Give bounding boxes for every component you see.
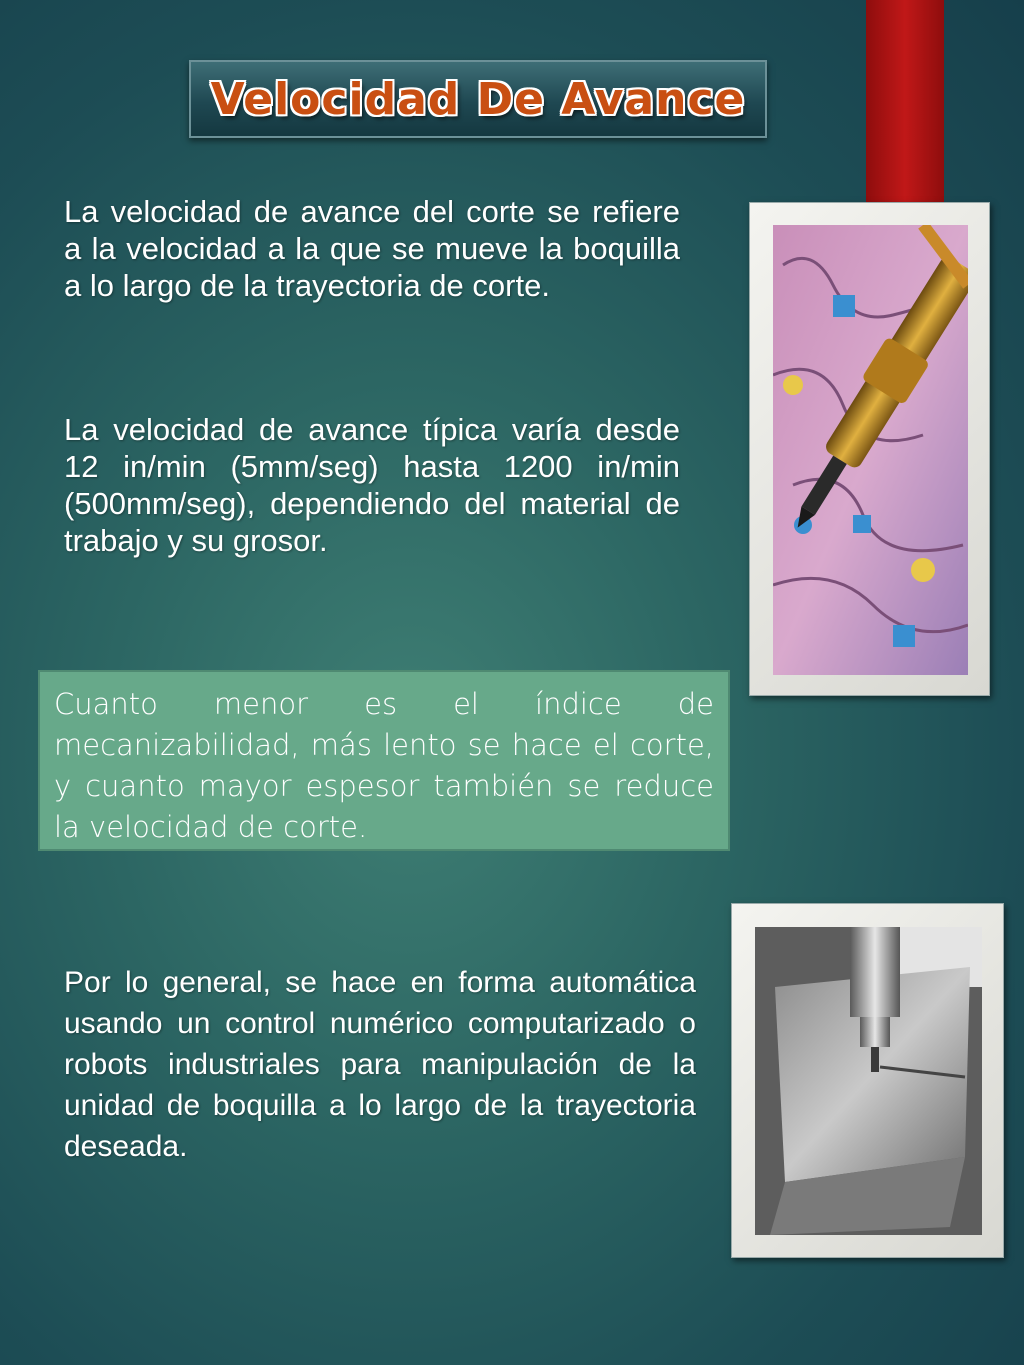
paragraph-typical-speed: La velocidad de avance típica varía desde 12 in/min (5mm/seg) hasta 1200 in/min (500mm/seg), dependiendo del material de trabajo y su grosor. <box>64 412 680 558</box>
paragraph-definition: La velocidad de avance del corte se refiere a la velocidad a la que se mueve la boquilla a lo largo de la trayectoria de corte. <box>64 194 680 303</box>
note-box <box>38 670 730 851</box>
photo-frame-milling-block <box>731 903 1004 1258</box>
title-banner <box>189 60 767 138</box>
decorative-ribbon <box>866 0 944 215</box>
page-title: Velocidad De Avance <box>210 73 746 125</box>
cutting-nozzle-photo <box>773 225 968 675</box>
milling-block-photo <box>755 927 982 1235</box>
note-text: Cuanto menor es el índice de mecanizabilidad, más lento se hace el corte, y cuanto mayor espesor también se reduce la velocidad de corte. <box>54 687 714 844</box>
photo-frame-cutting-nozzle <box>749 202 990 696</box>
paragraph-automation: Por lo general, se hace en forma automática usando un control numérico computarizado o robots industriales para manipulación de la unidad de boquilla a lo largo de la trayectoria deseada. <box>64 966 696 1163</box>
